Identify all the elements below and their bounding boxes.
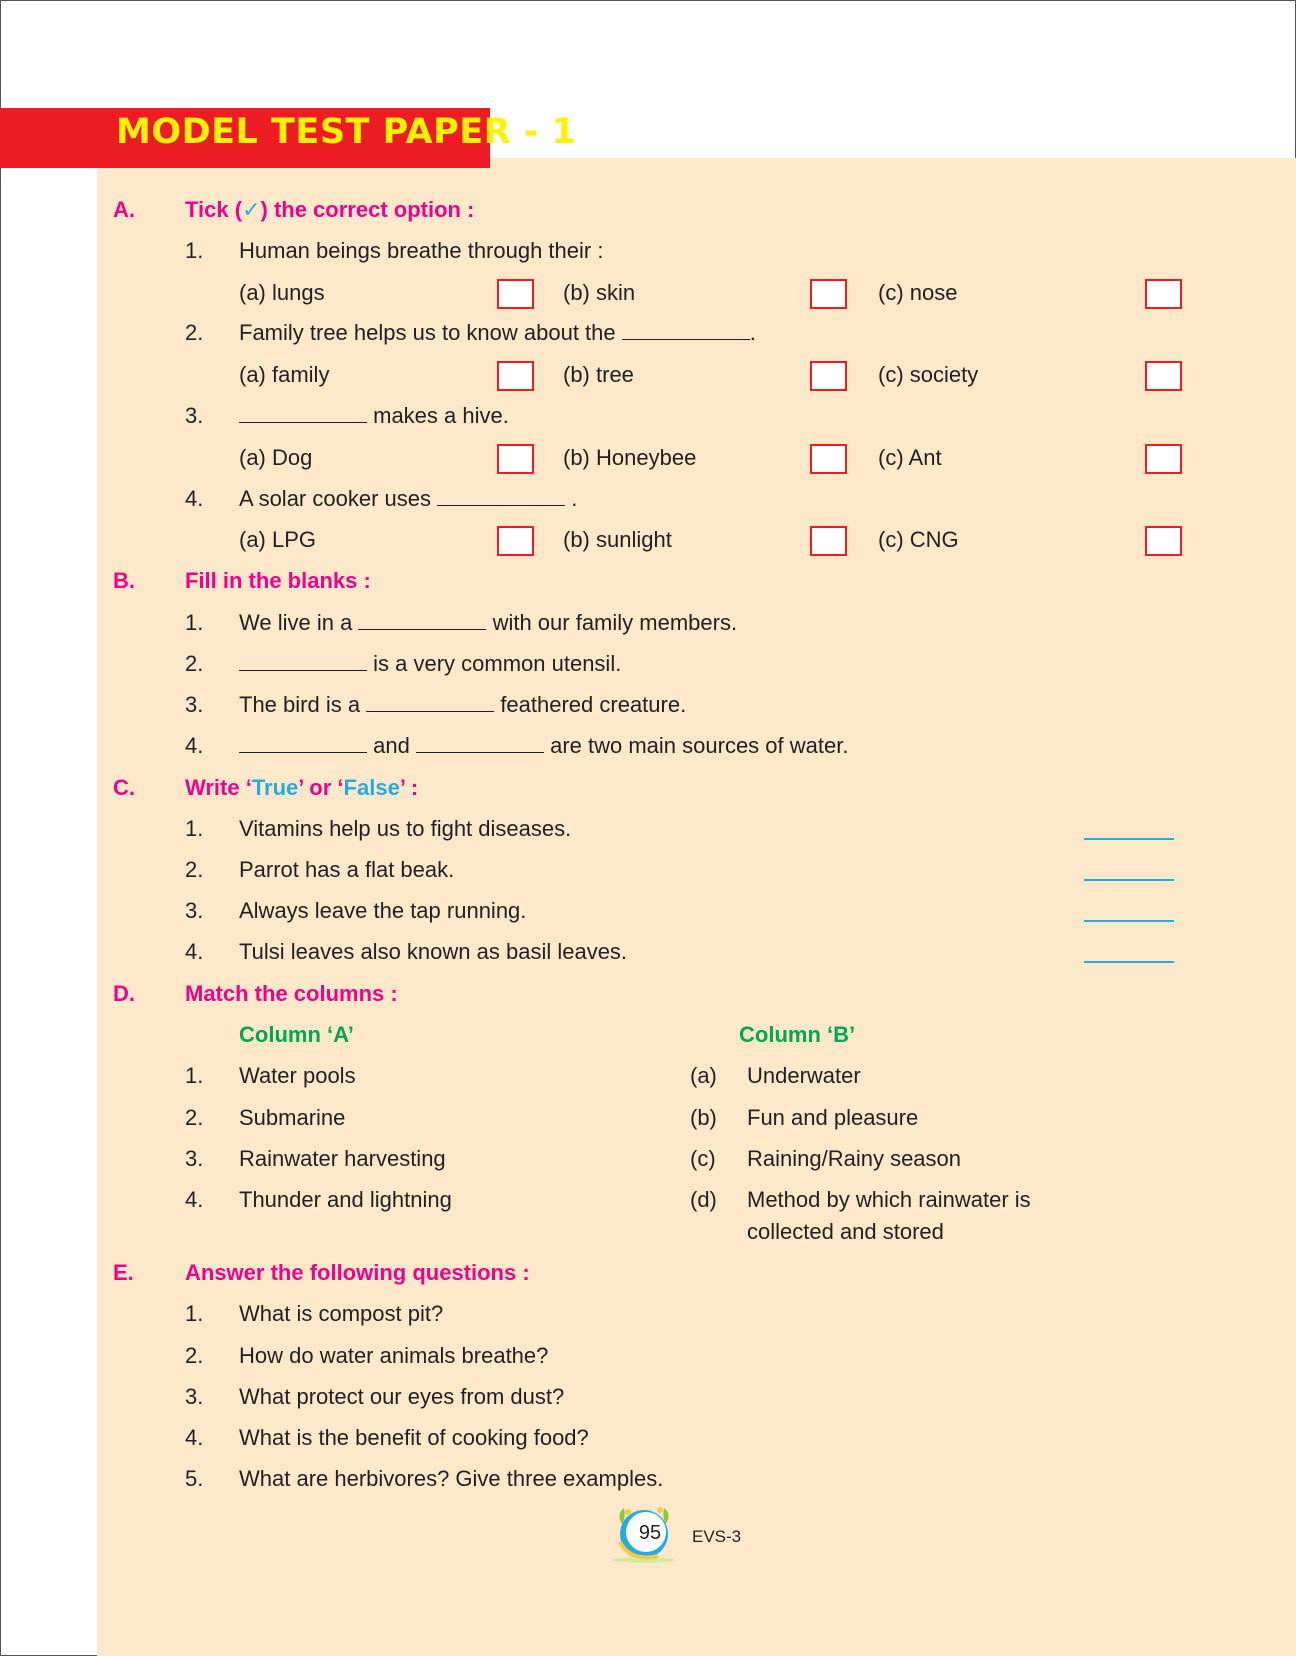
blank-line: [239, 404, 367, 423]
a-q2-checkbox-c[interactable]: [1145, 361, 1182, 391]
answer-line[interactable]: [1084, 838, 1174, 840]
section-e-letter: E.: [113, 1260, 134, 1285]
b-item4-num: 4.: [185, 733, 204, 758]
blank-line: [416, 734, 544, 753]
section-a-letter: A.: [113, 197, 135, 222]
column-b-header: Column ‘B’: [739, 1022, 856, 1047]
a-q2-opt-b: (b) tree: [563, 362, 634, 387]
e-item4-num: 4.: [185, 1425, 204, 1450]
b-item3-num: 3.: [185, 692, 204, 717]
a-q2-num: 2.: [185, 320, 204, 345]
a-q4-num: 4.: [185, 486, 204, 511]
d-row2-b: Fun and pleasure: [747, 1105, 919, 1130]
e-item4-text: What is the benefit of cooking food?: [239, 1425, 589, 1450]
a-q3-checkbox-b[interactable]: [810, 444, 847, 474]
a-q2-opt-a: (a) family: [239, 362, 330, 387]
a-q3-opt-a: (a) Dog: [239, 445, 313, 470]
d-row2-num: 2.: [185, 1105, 204, 1130]
blank-line: [358, 611, 486, 630]
answer-line[interactable]: [1084, 961, 1174, 963]
page-number: 95: [638, 1522, 662, 1544]
a-q3-checkbox-c[interactable]: [1145, 444, 1182, 474]
a-q4-checkbox-c[interactable]: [1145, 526, 1182, 556]
a-q1-text: Human beings breathe through their :: [239, 238, 604, 263]
c-item3-text: Always leave the tap running.: [239, 898, 527, 923]
blank-line: [366, 693, 494, 712]
a-q3-checkbox-a[interactable]: [497, 444, 534, 474]
a-q2-checkbox-b[interactable]: [810, 361, 847, 391]
a-q4-opt-a: (a) LPG: [239, 527, 317, 552]
e-item2-text: How do water animals breathe?: [239, 1343, 549, 1368]
c-item2-num: 2.: [185, 857, 204, 882]
e-item5-num: 5.: [185, 1466, 204, 1491]
d-row4-key: (d): [690, 1187, 717, 1212]
a-q3-num: 3.: [185, 403, 204, 428]
answer-line[interactable]: [1084, 879, 1174, 881]
d-row3-b: Raining/Rainy season: [747, 1146, 962, 1171]
tick-icon: ✓: [242, 197, 261, 222]
blank-line: [239, 734, 367, 753]
d-row3-num: 3.: [185, 1146, 204, 1171]
column-a-header: Column ‘A’: [239, 1022, 354, 1047]
b-item3-text: The bird is a feathered creature.: [239, 692, 687, 717]
blank-line: [239, 652, 367, 671]
a-q4-opt-c: (c) CNG: [878, 527, 959, 552]
d-row3-a: Rainwater harvesting: [239, 1146, 446, 1171]
c-item4-text: Tulsi leaves also known as basil leaves.: [239, 939, 628, 964]
section-c-title: Write ‘True’ or ‘False’ :: [185, 775, 419, 800]
b-item2-num: 2.: [185, 651, 204, 676]
c-item1-text: Vitamins help us to fight diseases.: [239, 816, 572, 841]
c-item3-num: 3.: [185, 898, 204, 923]
a-q4-text: A solar cooker uses .: [239, 486, 578, 511]
e-item5-text: What are herbivores? Give three examples.: [239, 1466, 664, 1491]
a-q3-opt-b: (b) Honeybee: [563, 445, 697, 470]
a-q2-checkbox-a[interactable]: [497, 361, 534, 391]
blank-line: [622, 321, 750, 340]
d-row2-a: Submarine: [239, 1105, 346, 1130]
d-row1-b: Underwater: [747, 1063, 861, 1088]
section-a-title: Tick (✓) the correct option :: [185, 197, 475, 222]
d-row4-num: 4.: [185, 1187, 204, 1212]
a-q2-text: Family tree helps us to know about the .: [239, 320, 756, 345]
section-b-title: Fill in the blanks :: [185, 568, 371, 593]
c-item4-num: 4.: [185, 939, 204, 964]
a-q1-num: 1.: [185, 238, 204, 263]
b-item1-num: 1.: [185, 610, 204, 635]
b-item4-text: and are two main sources of water.: [239, 733, 848, 759]
a-q3-opt-c: (c) Ant: [878, 445, 942, 470]
a-q1-checkbox-c[interactable]: [1145, 279, 1182, 309]
a-q1-opt-c: (c) nose: [878, 280, 958, 305]
b-item1-text: We live in a with our family members.: [239, 610, 738, 635]
page-title: MODEL TEST PAPER - 1: [116, 112, 577, 152]
d-row4-b: Method by which rainwater is: [747, 1187, 1031, 1212]
e-item3-num: 3.: [185, 1384, 204, 1409]
d-row2-key: (b): [690, 1105, 717, 1130]
d-row4-b-cont: collected and stored: [747, 1219, 944, 1244]
d-row1-key: (a): [690, 1063, 717, 1088]
section-d-letter: D.: [113, 981, 135, 1006]
a-q1-opt-b: (b) skin: [563, 280, 636, 305]
a-q1-checkbox-a[interactable]: [497, 279, 534, 309]
answer-line[interactable]: [1084, 920, 1174, 922]
section-c-letter: C.: [113, 775, 135, 800]
c-item2-text: Parrot has a flat beak.: [239, 857, 455, 882]
d-row1-a: Water pools: [239, 1063, 356, 1088]
e-item2-num: 2.: [185, 1343, 204, 1368]
a-q4-checkbox-b[interactable]: [810, 526, 847, 556]
a-q3-text: makes a hive.: [239, 403, 509, 429]
book-code: EVS-3: [692, 1527, 742, 1546]
blank-line: [437, 487, 565, 506]
e-item1-num: 1.: [185, 1301, 204, 1326]
a-q1-checkbox-b[interactable]: [810, 279, 847, 309]
d-row4-a: Thunder and lightning: [239, 1187, 452, 1212]
section-e-title: Answer the following questions :: [185, 1260, 530, 1285]
d-row1-num: 1.: [185, 1063, 204, 1088]
b-item2-text: is a very common utensil.: [239, 651, 621, 677]
e-item3-text: What protect our eyes from dust?: [239, 1384, 565, 1409]
a-q2-opt-c: (c) society: [878, 362, 979, 387]
e-item1-text: What is compost pit?: [239, 1301, 444, 1326]
section-d-title: Match the columns :: [185, 981, 398, 1006]
d-row3-key: (c): [690, 1146, 716, 1171]
a-q4-checkbox-a[interactable]: [497, 526, 534, 556]
a-q4-opt-b: (b) sunlight: [563, 527, 672, 552]
a-q1-opt-a: (a) lungs: [239, 280, 325, 305]
c-item1-num: 1.: [185, 816, 204, 841]
section-b-letter: B.: [113, 568, 135, 593]
